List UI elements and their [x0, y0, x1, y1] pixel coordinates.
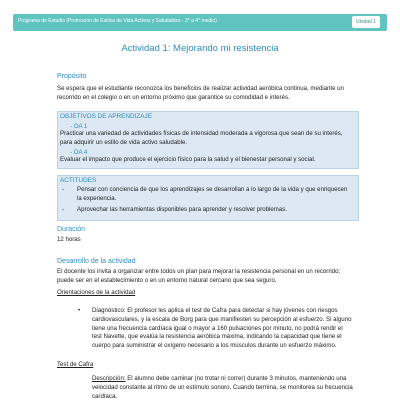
- proposito-heading: Propósito: [57, 73, 87, 80]
- desarrollo-intro: El docente los invita a organizar entre todos un plan para mejorar la resistencia personal en un recorrido; puede ser en el establecimiento o en un entorno natural cercano que sea seguro.: [57, 268, 341, 284]
- descripcion-label: Descripción:: [92, 375, 126, 382]
- descripcion-paragraph: [92, 375, 354, 401]
- objective-code: - OA 4: [70, 149, 88, 156]
- desarrollo-heading: Desarrollo de la actividad: [57, 258, 136, 265]
- activity-title: Actividad 1: Mejorando mi resistencia: [121, 43, 279, 54]
- attitude-text: Aprovechar las herramientas disponibles para aprender y resolver problemas.: [77, 206, 288, 213]
- actitudes-heading: ACTITUDES: [60, 177, 97, 184]
- duracion-value: 12 horas: [57, 236, 81, 243]
- proposito-text: Se espera que el estudiante reconozca los beneficios de realizar actividad aeróbica continua, mediante un recorrido en el colegio o en un entorno próximo que garantice su comodidad e interés.: [57, 85, 344, 101]
- attitude-dash: -: [62, 186, 65, 193]
- attitude-text: Pensar con conciencia de que los aprendizajes se desarrollan a lo largo de la vida y que enriquecen la experiencia.: [77, 186, 348, 202]
- objective-text: Evaluar el impacto que produce el ejercicio físico para la salud y el bienestar personal y social.: [60, 156, 316, 163]
- attitude-dash: -: [62, 206, 65, 213]
- objetivos-heading: OBJETIVOS DE APRENDIZAJE: [60, 113, 152, 120]
- diagnostico-text: Diagnóstico: El profesor les aplica el test de Cafra para detectar si hay jóvenes con riesgos cardiovasculares, y la escala de Borg para que manifiesten su percepción al esfuerzo. Si alguno tiene una frecuencia cardíaca igual o mayor a 160 pulsaciones por minuto, no podrá rendir el test Navette, que evalúa la resistencia aeróbica máxima, indicando la capacidad que tiene el cuerpo para suministrar el oxígeno necesario a los músculos durante un esfuerzo máximo.: [92, 307, 352, 350]
- objective-text: Practicar una variedad de actividades físicas de intensidad moderada a vigorosa que sean de su interés, para adquirir un estilo de vida activo saludable.: [60, 130, 343, 146]
- unit-badge: Unidad 1: [352, 16, 380, 28]
- orientaciones-heading: Orientaciones de la actividad: [57, 289, 136, 296]
- objective-code: - OA 1: [70, 123, 88, 130]
- bullet-symbol: •: [78, 307, 81, 314]
- duracion-heading: Duración: [57, 226, 86, 233]
- descripcion-text: El alumno debe caminar (no trotar ni correr) durante 3 minutos, manteniendo una velocidad constante al ritmo de un estímulo sonoro. Cuando termina, se monitorea su frecuencia cardíaca.: [92, 375, 353, 400]
- program-title: Programa de Estudio (Promoción de Estilos de Vida Activos y Saludables - 3° a 4° medio): [18, 18, 217, 24]
- test-heading: Test de Cafra: [57, 361, 94, 368]
